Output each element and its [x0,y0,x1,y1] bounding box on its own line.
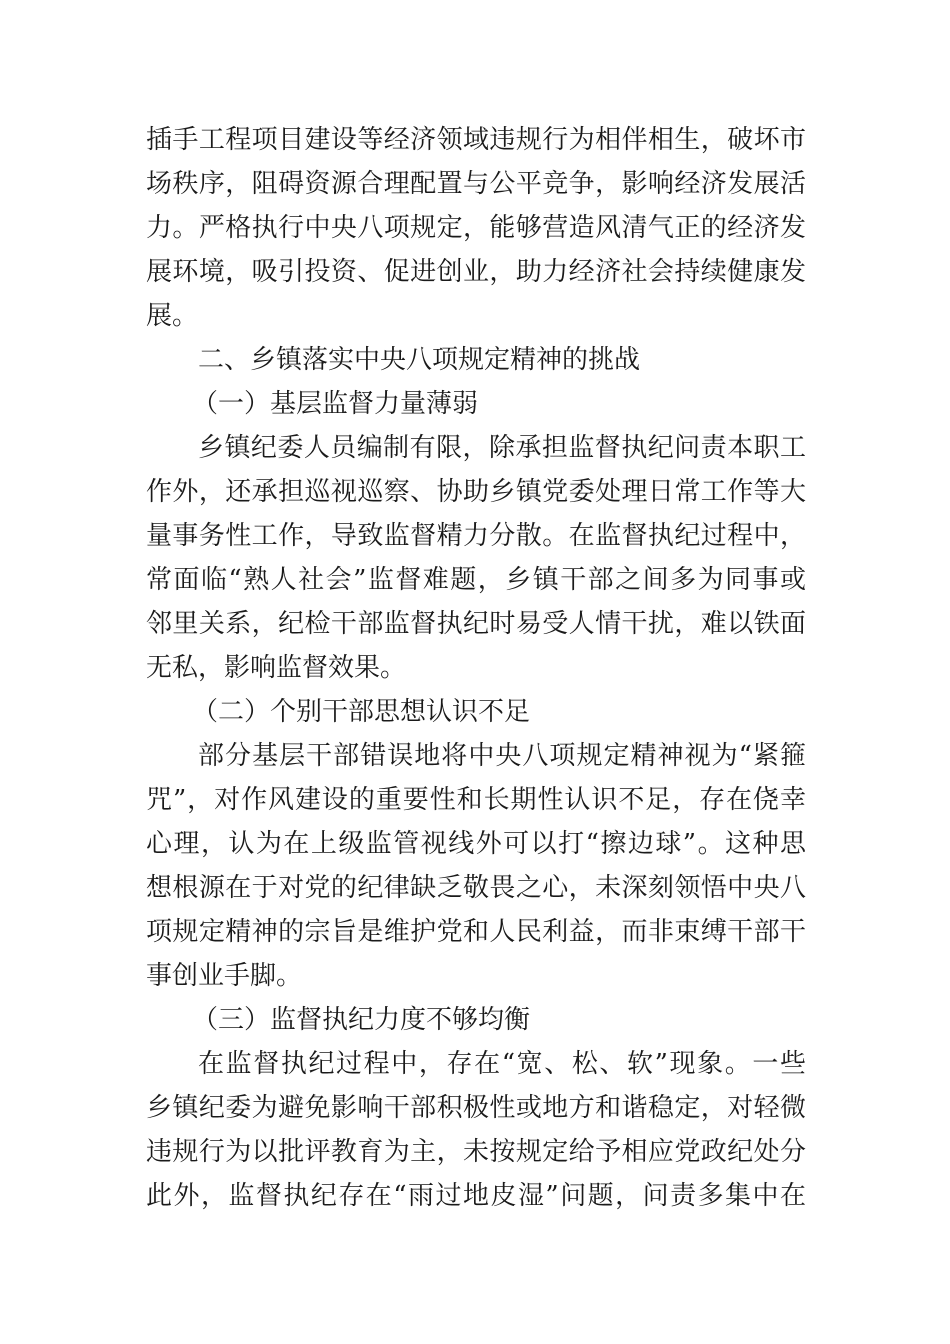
text-line: 此外，监督执纪存在“雨过地皮湿”问题，问责多集中在 [146,1181,806,1211]
text-line: 想根源在于对党的纪律缺乏敬畏之心，未深刻领悟中央八 [146,873,806,903]
text-line: 咒”，对作风建设的重要性和长期性认识不足，存在侥幸 [146,785,806,815]
text-line: 展。 [146,301,199,331]
text-line: 场秩序，阻碍资源合理配置与公平竞争，影响经济发展活 [146,169,806,199]
subsection-heading: （三）监督执纪力度不够均衡 [192,1005,531,1035]
text-line: 违规行为以批评教育为主，未按规定给予相应党政纪处分 [146,1137,806,1167]
text-line: 心理，认为在上级监管视线外可以打“擦边球”。这种思 [146,829,806,859]
text-line: 展环境，吸引投资、促进创业，助力经济社会持续健康发 [146,257,806,287]
text-line: 作外，还承担巡视巡察、协助乡镇党委处理日常工作等大 [146,477,806,507]
text-line: 部分基层干部错误地将中央八项规定精神视为“紧箍 [198,741,806,771]
text-line: 在监督执纪过程中，存在“宽、松、软”现象。一些 [198,1049,806,1079]
text-line: 无私，影响监督效果。 [146,653,407,683]
text-line: 插手工程项目建设等经济领域违规行为相伴相生，破坏市 [146,125,806,155]
text-line: 邻里关系，纪检干部监督执纪时易受人情干扰，难以铁面 [146,609,806,639]
text-line: 乡镇纪委人员编制有限，除承担监督执纪问责本职工 [198,433,806,463]
text-line: 事创业手脚。 [146,961,303,991]
text-line: 常面临“熟人社会”监督难题，乡镇干部之间多为同事或 [146,565,806,595]
text-line: 项规定精神的宗旨是维护党和人民利益，而非束缚干部干 [146,917,806,947]
text-line: 乡镇纪委为避免影响干部积极性或地方和谐稳定，对轻微 [146,1093,806,1123]
section-heading: 二、乡镇落实中央八项规定精神的挑战 [198,345,641,375]
subsection-heading: （二）个别干部思想认识不足 [192,697,531,727]
text-line: 量事务性工作，导致监督精力分散。在监督执纪过程中， [146,521,806,551]
subsection-heading: （一）基层监督力量薄弱 [192,389,479,419]
text-line: 力。严格执行中央八项规定，能够营造风清气正的经济发 [146,213,806,243]
